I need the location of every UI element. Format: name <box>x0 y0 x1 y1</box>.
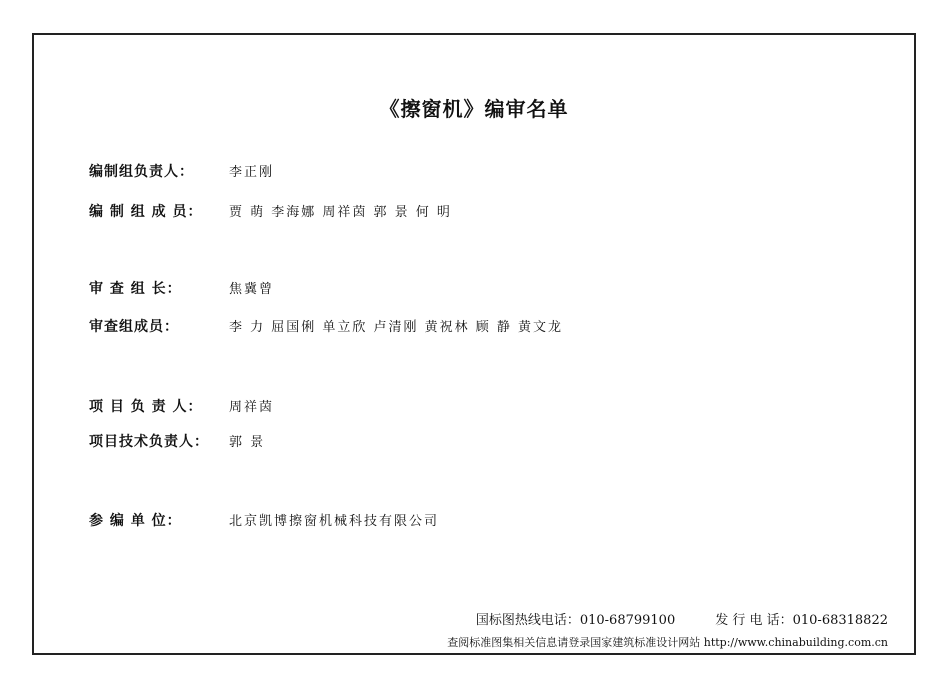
project-leader-label: 项 目 负 责 人： <box>89 399 203 415</box>
compile-group-leader-label: 编制组负责人： <box>89 164 194 180</box>
project-leader-row <box>89 396 274 416</box>
document-title: 《擦窗机》编审名单 <box>379 97 569 121</box>
compile-group-members-row <box>89 201 452 221</box>
review-group-members-label: 审查组成员： <box>89 319 179 335</box>
footer-website-line: 查阅标准图集相关信息请登录国家建筑标准设计网站 http://www.chinabuilding.com.cn <box>447 636 888 649</box>
compile-group-members-value: 贾 萌 李海娜 周祥茵 郭 景 何 明 <box>229 205 452 220</box>
hotline-text: 国标图热线电话：010-68799100 <box>475 613 676 628</box>
footer-phone-line <box>476 609 888 628</box>
review-group-leader-label: 审 查 组 长： <box>89 281 182 297</box>
technical-leader-value: 郭 景 <box>229 435 266 450</box>
participating-unit-row <box>89 510 439 530</box>
technical-leader-label: 项目技术负责人： <box>89 434 209 450</box>
compile-group-leader-row <box>89 161 274 181</box>
technical-leader-row <box>89 431 265 451</box>
document-frame <box>32 33 916 655</box>
compile-group-leader-value: 李正刚 <box>229 165 275 180</box>
participating-unit-label: 参 编 单 位： <box>89 513 182 529</box>
participating-unit-value: 北京凯博擦窗机械科技有限公司 <box>229 514 440 529</box>
review-group-members-row <box>89 316 563 336</box>
compile-group-members-label: 编 制 组 成 员： <box>89 204 203 220</box>
review-group-leader-row <box>89 278 274 298</box>
review-group-members-value: 李 力 屈国俐 单立欣 卢清刚 黄祝林 顾 静 黄文龙 <box>229 320 564 335</box>
review-group-leader-value: 焦冀曾 <box>229 282 275 297</box>
distribution-phone-text: 发 行 电 话：010-68318822 <box>715 613 888 628</box>
project-leader-value: 周祥茵 <box>229 400 275 415</box>
